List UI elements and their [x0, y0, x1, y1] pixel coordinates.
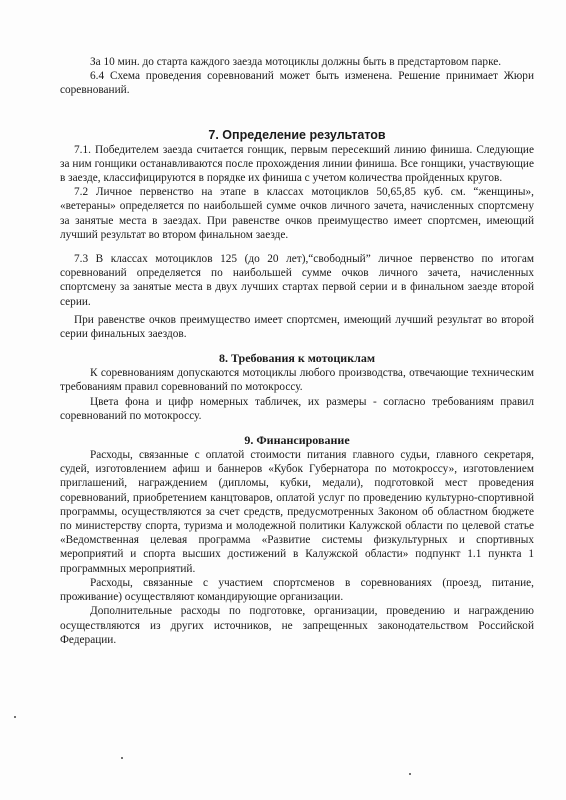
heading-section-8: 8. Требования к мотоциклам	[218, 351, 376, 366]
paragraph-8-2: Цвета фона и цифр номерных табличек, их размеры - согласно требованиям правил соревнований по мотокроссу.	[60, 395, 534, 422]
document-body	[60, 55, 534, 647]
paragraph-7-2: 7.2 Личное первенство на этапе в классах мотоциклов 50,65,85 куб. см. “женщины», «ветераны» определяется по наибольшей сумме очков личного зачета, начисленных спортсмену за занятые места в заездах. При равенстве очков преимущество имеет спортсмен, имеющий лучший результат во втором финальном заезде.	[60, 186, 534, 241]
scan-speck	[121, 757, 123, 759]
heading-section-9: 9. Финансирование	[244, 433, 350, 448]
heading-section-7: 7. Определение результатов	[208, 127, 386, 142]
paragraph-7-4: При равенстве очков преимущество имеет спортсмен, имеющий лучший результат во второй серии финальных заездов.	[60, 313, 534, 341]
paragraph-9-2: Расходы, связанные с участием спортсменов в соревнованиях (проезд, питание, проживание) осуществляют командирующие организации.	[60, 576, 534, 604]
scan-speck	[14, 716, 16, 718]
paragraph-6-4: 6.4 Схема проведения соревнований может быть изменена. Решение принимает Жюри соревнований.	[60, 70, 534, 97]
paragraph-9-3: Дополнительные расходы по подготовке, организации, проведению и награждению осуществляются из других источников, не запрещенных законодательством Российской Федерации.	[60, 605, 534, 646]
paragraph-7-3: 7.3 В классах мотоциклов 125 (до 20 лет),“свободный” личное первенство по итогам соревнований определяется по наибольшей сумме очков личного зачета, начисленных спортсмену за занятые места в двух лучших стартах первой серии и в финальном заезде второй серии.	[60, 253, 534, 308]
scan-speck	[409, 773, 411, 775]
paragraph-9-1: Расходы, связанные с оплатой стоимости питания главного судьи, главного секретаря, судей, изготовлением афиш и баннеров «Кубок Губернатора по мотокроссу», изготовлением приглашений, награждением (дипломы, кубки, медали), подготовкой мест проведения соревнований, приобретением канцтоваров, оплатой услуг по проведению культурно-спортивной программы, осуществляются за счет средств, предусмотренных Законом об областном бюджете по министерству спорта, туризма и молодежной политики Калужской области по целевой статье «Ведомственная целевая программа «Развитие системы физкультурных и спортивных мероприятий и спорта высших достижений в Калужской области» подпункт 1.1 пункта 1 программных мероприятий.	[60, 449, 534, 575]
paragraph-7-1: 7.1. Победителем заезда считается гонщик, первым пересекший линию финиша. Следующие за ним гонщики останавливаются после прохождения линии финиша. Все гонщики, участвующие в заезде, классифицируются в порядке их финиша с учетом количества пройденных кругов.	[60, 143, 534, 185]
paragraph-8-1: К соревнованиям допускаются мотоциклы любого производства, отвечающие техническим требованиям правил соревнований по мотокроссу.	[60, 367, 534, 394]
paragraph-6-start-parc: За 10 мин. до старта каждого заезда мотоциклы должны быть в предстартовом парке.	[90, 56, 502, 68]
